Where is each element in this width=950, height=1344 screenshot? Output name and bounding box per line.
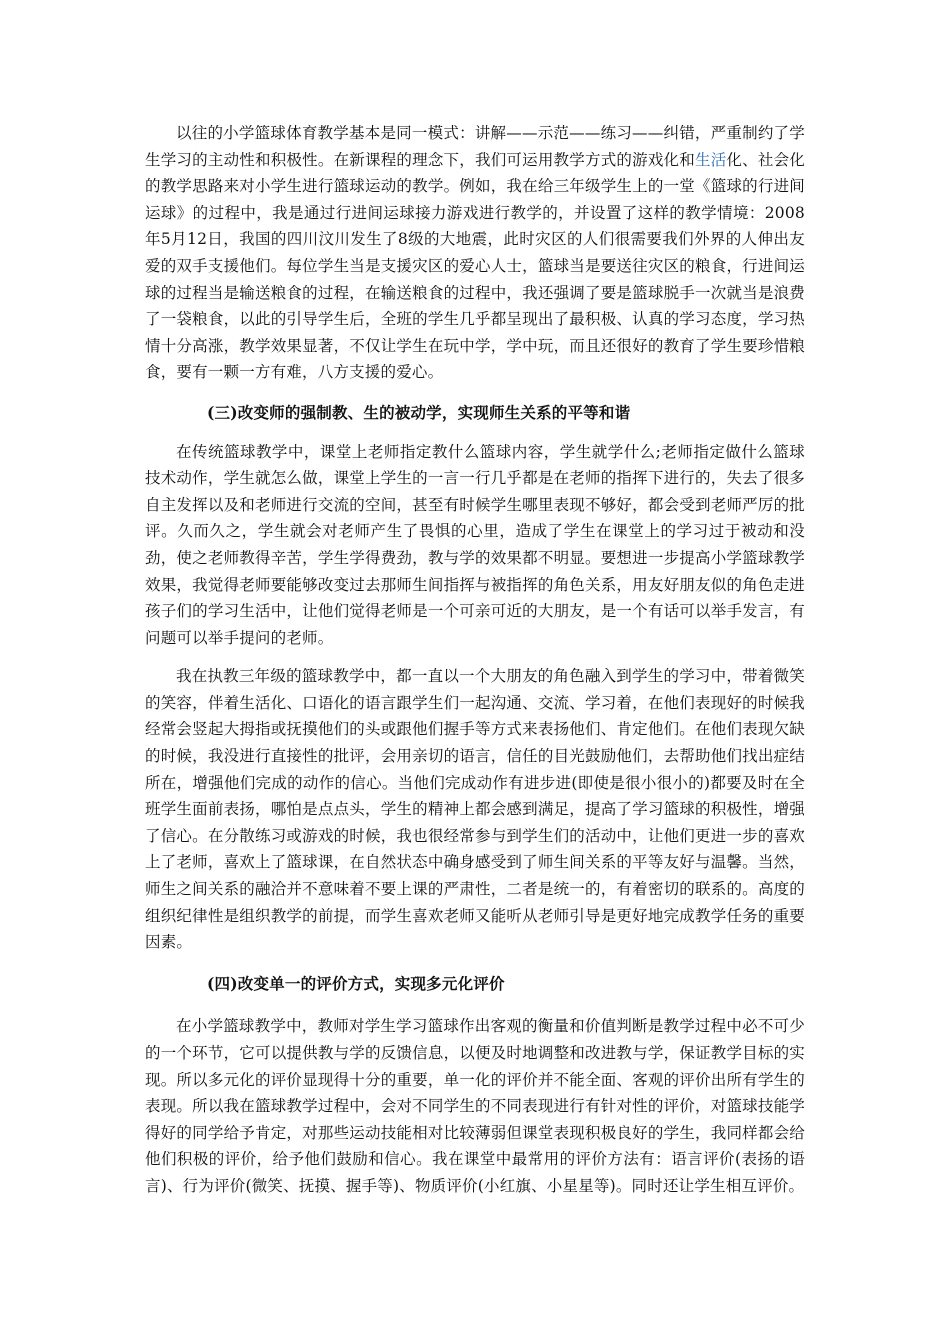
paragraph-intro [145,120,805,386]
paragraph-evaluation: 在小学篮球教学中，教师对学生学习篮球作出客观的衡量和价值判断是教学过程中必不可少的一个环节，它可以提供教与学的反馈信息，以便及时地调整和改进教与学，保证教学目标的实现。所以多元化的评价显现得十分的重要，单一化的评价并不能全面、客观的评价出所有学生的表现。所以我在篮球教学过程中，会对不同学生的不同表现进行有针对性的评价，对篮球技能学得好的同学给予肯定，对那些运动技能相对比较薄弱但课堂表现积极良好的学生，我同样都会给他们积极的评价，给予他们鼓励和信心。我在课堂中最常用的评价方法有：语言评价(表扬的语言)、行为评价(微笑、抚摸、握手等)、物质评价(小红旗、小星星等)。同时还让学生相互评价。 [145,1017,805,1195]
paragraph-intro-text-2: 化、社会化的教学思路来对小学生进行篮球运动的教学。例如，我在给三年级学生上的一堂《篮球的行进间运球》的过程中，我是通过行进间运球接力游戏进行教学的，并设置了这样的教学情境：2008年5月12日，我国的四川汶川发生了8级的大地震，此时灾区的人们很需要我们外界的人伸出友爱的双手支援他们。每位学生当是支援灾区的爱心人士，篮球当是要送往灾区的粮食，行进间运球的过程当是输送粮食的过程，在输送粮食的过程中，我还强调了要是篮球脱手一次就当是浪费了一袋粮食，以此的引导学生后，全班的学生几乎都呈现出了最积极、认真的学习态度，学习热情十分高涨，教学效果显著，不仅让学生在玩中学，学中玩，而且还很好的教育了学生要珍惜粮食，要有一颗一方有难，八方支援的爱心。 [145,150,805,382]
paragraph-intro-text-1: 以往的小学篮球体育教学基本是同一模式：讲解——示范——练习——纠错，严重制约了学生学习的主动性和积极性。在新课程的理念下，我们可运用教学方式的游戏化和 [145,124,805,169]
section-heading-3: (三)改变师的强制教、生的被动学，实现师生关系的平等和谐 [207,402,631,422]
section-heading-4: (四)改变单一的评价方式，实现多元化评价 [207,973,505,993]
life-link[interactable]: 生活 [694,150,727,169]
paragraph-big-friend: 我在执教三年级的篮球教学中，都一直以一个大朋友的角色融入到学生的学习中，带着微笑的笑容，伴着生活化、口语化的语言跟学生们一起沟通、交流、学习着，在他们表现好的时候我经常会竖起大拇指或抚摸他们的头或跟他们握手等方式来表扬他们、肯定他们。在他们表现欠缺的时候，我没进行直接性的批评，会用亲切的语言，信任的目光鼓励他们，去帮助他们找出症结所在，增强他们完成的动作的信心。当他们完成动作有进步进(即使是很小很小的)都要及时在全班学生面前表扬，哪怕是点点头，学生的精神上都会感到满足，提高了学习篮球的积极性，增强了信心。在分散练习或游戏的时候，我也很经常参与到学生们的活动中，让他们更进一步的喜欢上了老师，喜欢上了篮球课，在自然状态中确身感受到了师生间关系的平等友好与温馨。当然，师生之间关系的融洽并不意味着不要上课的严肃性，二者是统一的，有着密切的联系的。高度的组织纪律性是组织教学的前提，而学生喜欢老师又能听从老师引导是更好地完成教学任务的重要因素。 [145,667,805,952]
document-body [145,120,805,1200]
paragraph-traditional-teaching: 在传统篮球教学中，课堂上老师指定教什么篮球内容，学生就学什么;老师指定做什么篮球技术动作，学生就怎么做，课堂上学生的一言一行几乎都是在老师的指挥下进行的，失去了很多自主发挥以及和老师进行交流的空间，甚至有时候学生哪里表现不够好，都会受到老师严厉的批评。久而久之，学生就会对老师产生了畏惧的心里，造成了学生在课堂上的学习过于被动和没劲，使之老师教得辛苦，学生学得费劲，教与学的效果都不明显。要想进一步提高小学篮球教学效果，我觉得老师要能够改变过去那师生间指挥与被指挥的角色关系，用友好朋友似的角色走进孩子们的学习生活中，让他们觉得老师是一个可亲可近的大朋友，是一个有话可以举手发言，有问题可以举手提问的老师。 [145,442,805,647]
